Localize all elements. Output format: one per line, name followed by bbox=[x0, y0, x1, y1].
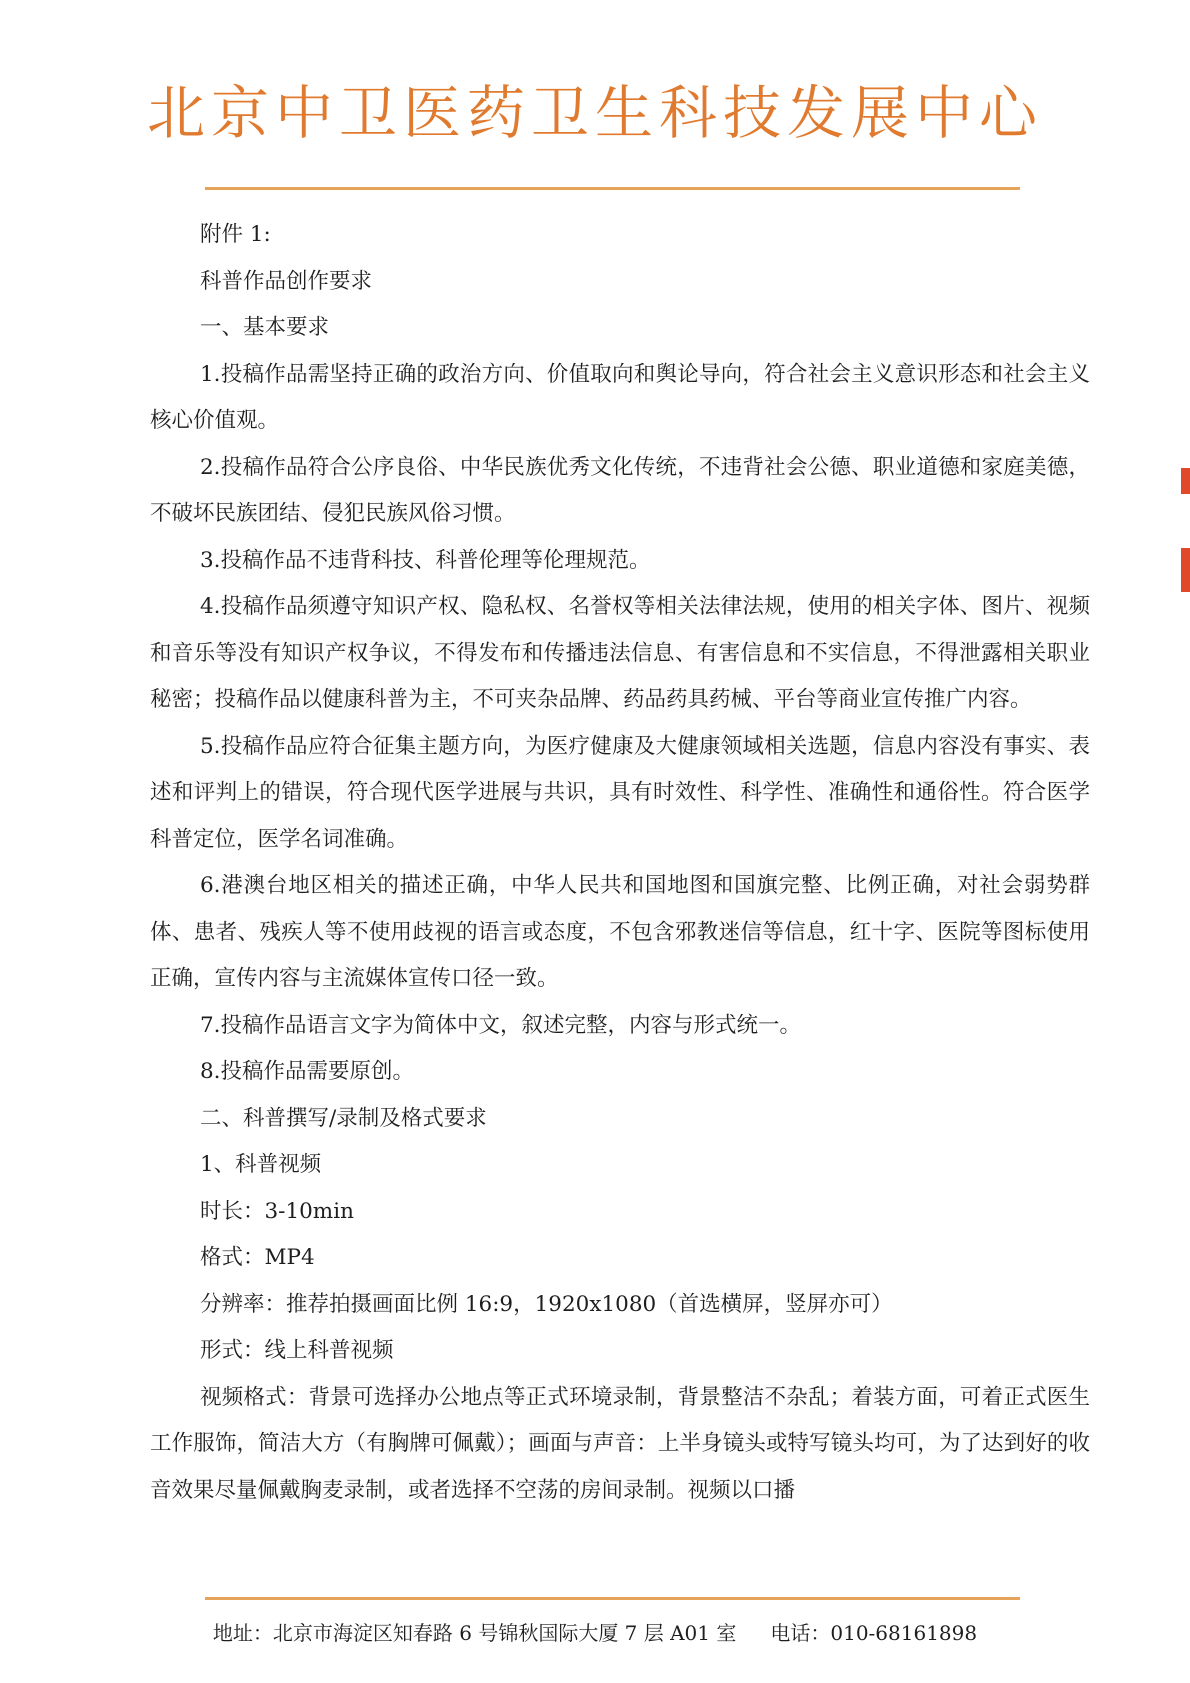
video-resolution: 分辨率：推荐拍摄画面比例 16:9，1920x1080（首选横屏，竖屏亦可） bbox=[200, 1291, 893, 1317]
requirement-item: 5.投稿作品应符合征集主题方向，为医疗健康及大健康领域相关选题，信息内容没有事实、表述和评判上的错误，符合现代医学进展与共识，具有时效性、科学性、准确性和通俗性。符合医学科普定位，医学名词准确。 bbox=[150, 733, 1090, 852]
section-heading-format: 二、科普撰写/录制及格式要求 bbox=[200, 1105, 487, 1131]
requirement-item: 3.投稿作品不违背科技、科普伦理等伦理规范。 bbox=[200, 547, 651, 573]
requirement-item: 1.投稿作品需坚持正确的政治方向、价值取向和舆论导向，符合社会主义意识形态和社会主义核心价值观。 bbox=[150, 361, 1090, 433]
requirement-item: 8.投稿作品需要原创。 bbox=[200, 1059, 415, 1084]
letterhead-title: 北京中卫医药卫生科技发展中心 bbox=[146, 79, 1043, 147]
footer-rule bbox=[205, 1597, 1020, 1600]
requirement-item: 2.投稿作品符合公序良俗、中华民族优秀文化传统，不违背社会公德、职业道德和家庭美德，不破坏民族团结、侵犯民族风俗习惯。 bbox=[150, 454, 1090, 526]
video-form: 形式：线上科普视频 bbox=[200, 1338, 394, 1363]
footer-address: 地址：北京市海淀区知春路 6 号锦秋国际大厦 7 层 A01 室 bbox=[212, 1621, 737, 1645]
letterhead-rule bbox=[205, 187, 1020, 190]
video-format: 格式：MP4 bbox=[200, 1245, 315, 1270]
attachment-label: 附件 1: bbox=[200, 222, 271, 247]
subsection-heading-video: 1、科普视频 bbox=[200, 1152, 322, 1177]
requirement-item: 7.投稿作品语言文字为简体中文，叙述完整，内容与形式统一。 bbox=[200, 1012, 802, 1038]
document-body bbox=[150, 212, 1090, 1514]
footer-phone: 电话：010-68161898 bbox=[770, 1621, 978, 1645]
page-edge-mark bbox=[1181, 548, 1190, 592]
document-title: 科普作品创作要求 bbox=[200, 268, 373, 294]
requirement-item: 6.港澳台地区相关的描述正确，中华人民共和国地图和国旗完整、比例正确，对社会弱势群体、患者、残疾人等不使用歧视的语言或态度，不包含邪教迷信等信息，红十字、医院等图标使用正确，宣传内容与主流媒体宣传口径一致。 bbox=[150, 873, 1090, 991]
video-format-detail: 视频格式：背景可选择办公地点等正式环境录制，背景整洁不杂乱；着装方面，可着正式医生工作服饰，简洁大方（有胸牌可佩戴）；画面与声音：上半身镜头或特写镜头均可，为了达到好的收音效果尽量佩戴胸麦录制，或者选择不空荡的房间录制。视频以口播 bbox=[150, 1384, 1090, 1503]
section-heading-basic: 一、基本要求 bbox=[200, 315, 330, 340]
page-edge-mark bbox=[1181, 468, 1190, 494]
video-duration: 时长：3-10min bbox=[200, 1198, 354, 1224]
requirement-item: 4.投稿作品须遵守知识产权、隐私权、名誉权等相关法律法规，使用的相关字体、图片、视频和音乐等没有知识产权争议，不得发布和传播违法信息、有害信息和不实信息，不得泄露相关职业秘密；投稿作品以健康科普为主，不可夹杂品牌、药品药具药械、平台等商业宣传推广内容。 bbox=[150, 594, 1090, 712]
footer bbox=[0, 1615, 1190, 1651]
